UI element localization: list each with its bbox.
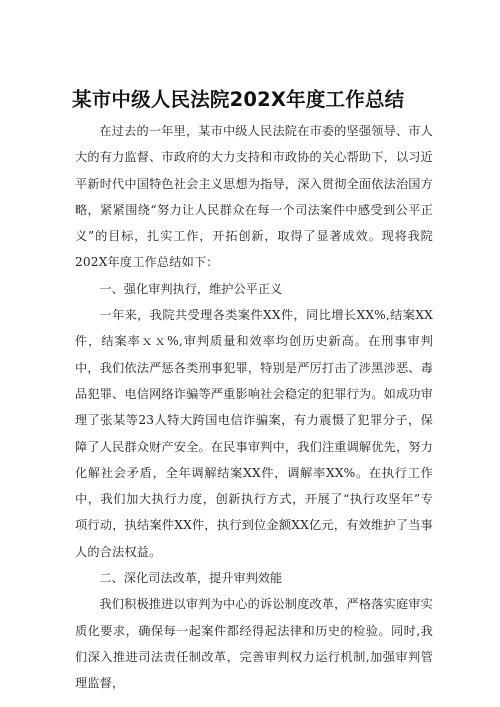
section-2-paragraph: 我们积极推进以审判为中心的诉讼制度改革，严格落实庭审实质化要求，确保每一起案件都经得起法律和历史的检验。同时,我们深入推进司法责任制改革，完善审判权力运行机制,加强审判管理监督， [75, 597, 433, 691]
document-body [75, 118, 433, 697]
document-title: 某市中级人民法院202X年度工作总结 [72, 88, 405, 111]
section-heading-2: 二、深化司法改革，提升审判效能 [99, 571, 283, 586]
section-1-paragraph: 一年来，我院共受理各类案件XX件，同比增长XX%,结案XX件，结案率ｘｘ%,审判质量和效率均创历史新高。在刑事审判中，我们依法严惩各类刑事犯罪，特别是严厉打击了涉黑涉恶、毒品犯罪、电信网络诈骗等严重影响社会稳定的犯罪行为。如成功审理了张某等23人特大跨国电信诈骗案，有力震慑了犯罪分子，保障了人民群众财产安全。在民事审判中，我们注重调解优先，努力化解社会矛盾，全年调解结案XX件，调解率XX%。在执行工作中，我们加大执行力度，创新执行方式，开展了“执行攻坚年”专项行动，执结案件XX件，执行到位金额XX亿元，有效维护了当事人的合法权益。 [75, 308, 433, 559]
intro-paragraph: 在过去的一年里，某市中级人民法院在市委的坚强领导、市人大的有力监督、市政府的大力支持和市政协的关心帮助下，以习近平新时代中国特色社会主义思想为指导，深入贯彻全面依法治国方略，紧紧围绕“努力让人民群众在每一个司法案件中感受到公平正义”的目标，扎实工作，开拓创新，取得了显著成效。现将我院202X年度工作总结如下： [75, 124, 433, 270]
section-heading-1: 一、强化审判执行，维护公平正义 [99, 281, 283, 296]
